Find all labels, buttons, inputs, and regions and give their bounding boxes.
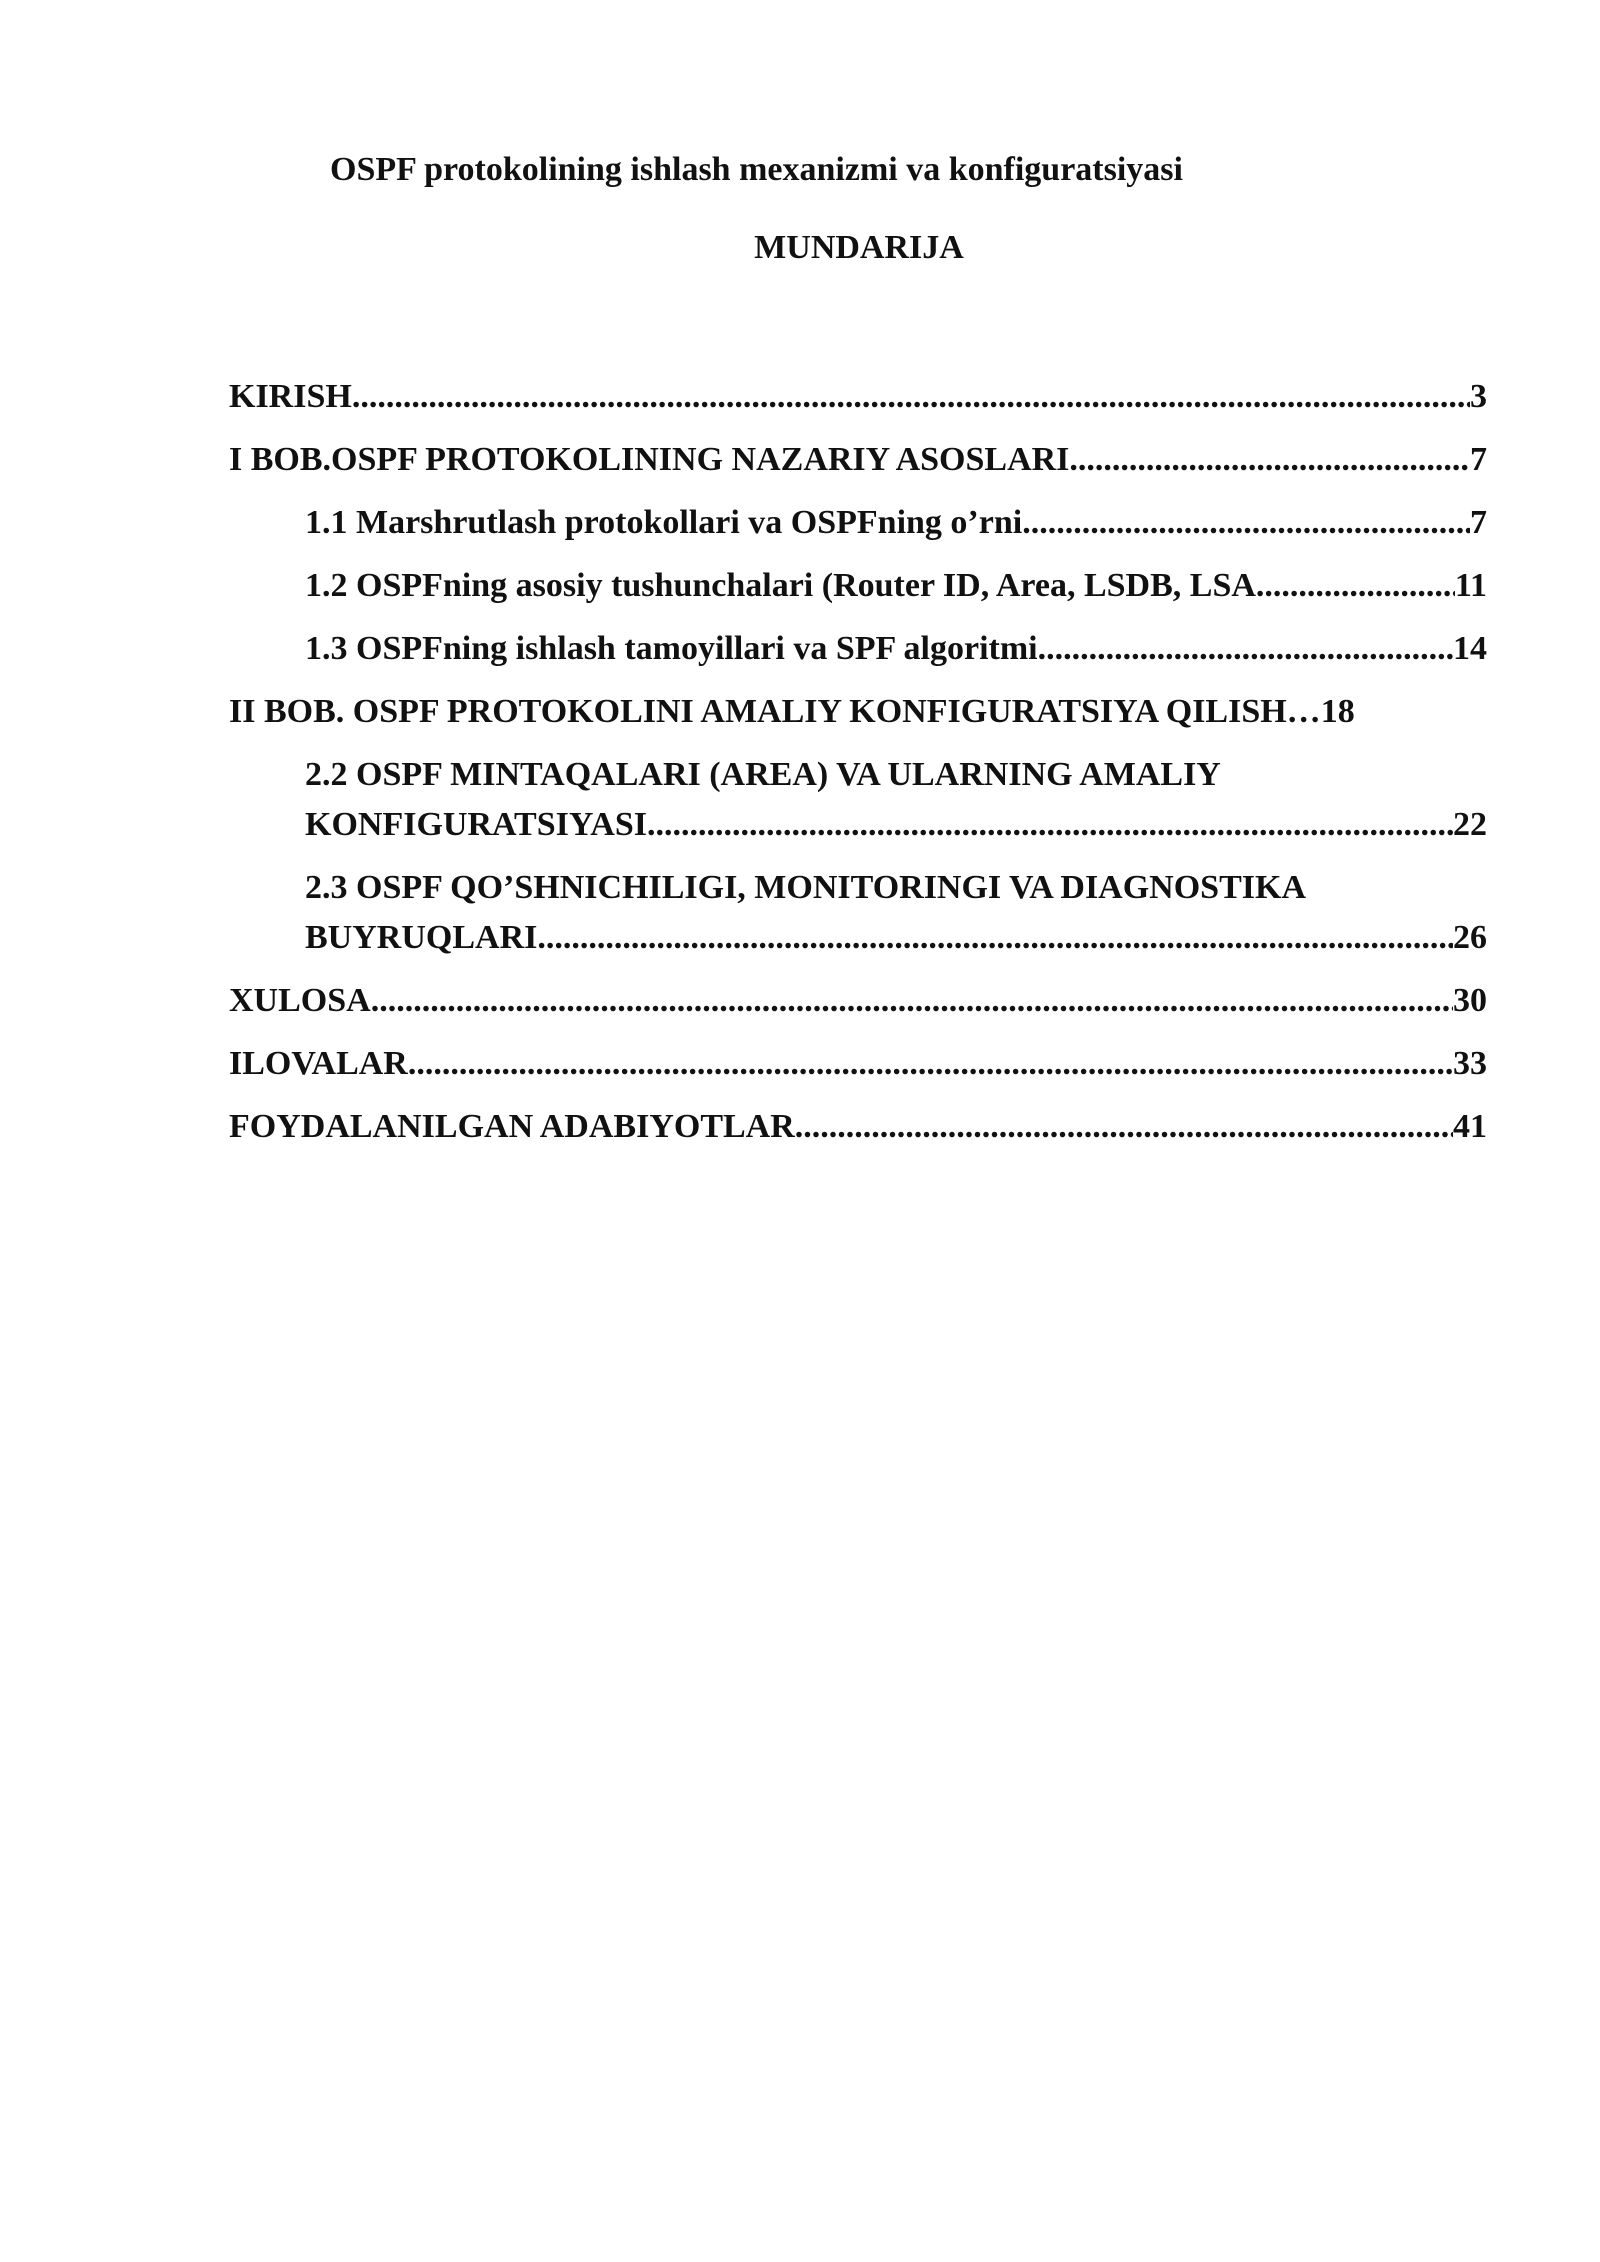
document-title: OSPF protokolining ishlash mexanizmi va konfiguratsiyasi [330, 151, 1183, 188]
toc-page-number: 41 [1453, 1108, 1487, 1145]
toc-entry-section-1-3[interactable] [229, 624, 1487, 674]
toc-entry-text: 1.3 OSPFning ishlash tamoyillari va SPF algoritmi [305, 630, 1038, 667]
toc-entry-text: 1.1 Marshrutlash protokollari va OSPFning o’rni [305, 504, 1023, 541]
table-of-contents [229, 372, 1487, 1165]
toc-dot-leader [537, 913, 1453, 963]
toc-entry-text: KIRISH [229, 378, 352, 415]
toc-dot-leader [408, 1039, 1453, 1089]
toc-dot-leader [1038, 624, 1453, 674]
toc-entry-text-line-1: 2.3 OSPF QO’SHNICHILIGI, MONITORINGI VA DIAGNOSTIKA [305, 869, 1306, 906]
toc-dot-leader [795, 1102, 1453, 1152]
toc-page-number: 18 [1320, 693, 1355, 730]
toc-entry-text: KONFIGURATSIYASI [305, 806, 647, 843]
toc-dot-leader [371, 976, 1453, 1026]
toc-entry-xulosa[interactable] [229, 976, 1487, 1026]
toc-entry-chapter-2[interactable] [229, 687, 1487, 737]
toc-page-number: 11 [1454, 567, 1487, 604]
toc-entry-chapter-1[interactable] [229, 435, 1487, 485]
toc-entry-text: XULOSA [229, 982, 371, 1019]
toc-entry-text: I BOB.OSPF PROTOKOLINING NAZARIY ASOSLARI [229, 441, 1070, 478]
toc-entry-section-2-3[interactable] [229, 863, 1487, 963]
toc-dot-leader [647, 800, 1453, 850]
toc-entry-text: ILOVALAR [229, 1045, 408, 1082]
toc-entry-ilovalar[interactable] [229, 1039, 1487, 1089]
toc-page-number: 33 [1453, 1045, 1487, 1082]
toc-dot-leader [352, 372, 1470, 422]
toc-page-number: 14 [1453, 630, 1487, 667]
toc-page-number: 26 [1453, 919, 1487, 956]
toc-entry-text: II BOB. OSPF PROTOKOLINI AMALIY KONFIGURATSIYA QILISH… [229, 693, 1321, 730]
toc-heading: MUNDARIJA [754, 229, 964, 266]
toc-page-number: 22 [1453, 806, 1487, 843]
toc-entry-text-line-1: 2.2 OSPF MINTAQALARI (AREA) VA ULARNING AMALIY [305, 756, 1221, 793]
toc-page-number: 7 [1470, 504, 1487, 541]
toc-entry-text: FOYDALANILGAN ADABIYOTLAR [229, 1108, 795, 1145]
toc-entry-text: 1.2 OSPFning asosiy tushunchalari (Router ID, Area, LSDB, LSA [305, 567, 1256, 604]
toc-entry-section-2-2[interactable] [229, 750, 1487, 850]
toc-page-number: 30 [1453, 982, 1487, 1019]
toc-entry-section-1-2[interactable] [229, 561, 1487, 611]
toc-entry-kirish[interactable] [229, 372, 1487, 422]
toc-entry-text: BUYRUQLARI [305, 919, 538, 956]
toc-page-number: 3 [1470, 378, 1487, 415]
toc-dot-leader [1022, 498, 1470, 548]
toc-dot-leader [1256, 561, 1455, 611]
toc-entry-bibliography[interactable] [229, 1102, 1487, 1152]
toc-page-number: 7 [1470, 441, 1487, 478]
toc-dot-leader [1069, 435, 1470, 485]
toc-entry-section-1-1[interactable] [229, 498, 1487, 548]
